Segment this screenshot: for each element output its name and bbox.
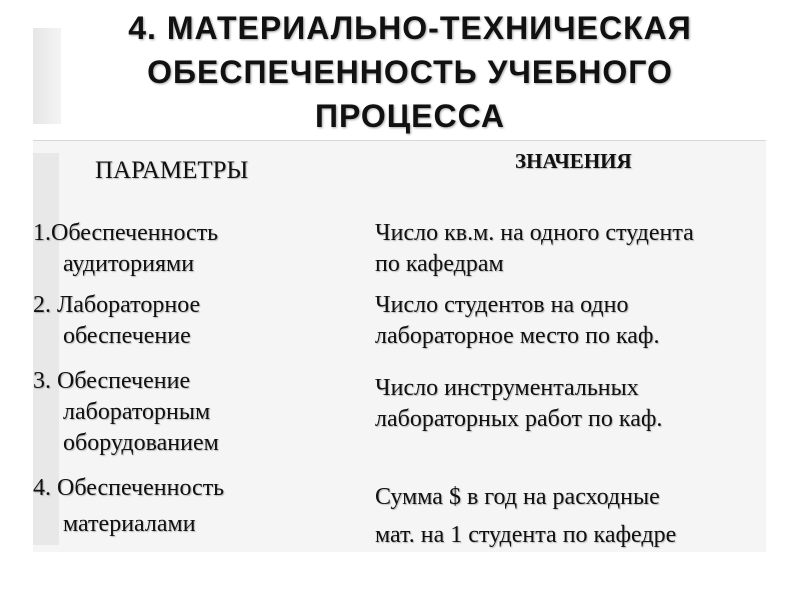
title-line-3: ПРОЦЕССА xyxy=(314,98,506,134)
value-1-line-2: по кафедрам xyxy=(375,251,504,277)
table-top-divider xyxy=(33,140,766,141)
param-3-line-1: 3. Обеспечение xyxy=(33,368,191,394)
header-values: ЗНАЧЕНИЯ xyxy=(515,149,632,173)
value-cell-3 xyxy=(375,373,662,435)
title-line-2: ОБЕСПЕЧЕННОСТЬ УЧЕБНОГО xyxy=(147,54,673,90)
page-title xyxy=(40,6,780,138)
param-3-line-3: оборудованием xyxy=(63,430,219,456)
value-cell-4 xyxy=(375,478,676,554)
value-3-line-1: Число инструментальных xyxy=(375,375,639,401)
value-3-line-2: лабораторных работ по каф. xyxy=(375,406,663,432)
title-line-1: 4. МАТЕРИАЛЬНО-ТЕХНИЧЕСКАЯ xyxy=(128,10,692,46)
value-4-line-1: Сумма $ в год на расходные xyxy=(375,484,660,510)
value-1-line-1: Число кв.м. на одного студента xyxy=(375,220,694,246)
value-cell-1 xyxy=(375,218,694,280)
header-params: ПАРАМЕТРЫ xyxy=(95,157,249,184)
param-cell-4 xyxy=(33,470,224,542)
value-4-line-2: мат. на 1 студента по кафедре xyxy=(375,522,677,548)
param-cell-2 xyxy=(33,290,200,352)
param-3-line-2: лабораторным xyxy=(63,399,211,425)
value-2-line-2: лабораторное место по каф. xyxy=(375,323,660,349)
param-4-line-2: материалами xyxy=(63,511,196,537)
value-cell-2 xyxy=(375,290,659,352)
param-2-line-2: обеспечение xyxy=(63,323,191,349)
value-2-line-1: Число студентов на одно xyxy=(375,292,629,318)
param-1-line-1: 1.Обеспеченность xyxy=(33,220,219,246)
param-4-line-1: 4. Обеспеченность xyxy=(33,475,225,501)
param-1-line-2: аудиториями xyxy=(63,251,195,277)
param-cell-1 xyxy=(33,218,218,280)
param-2-line-1: 2. Лабораторное xyxy=(33,292,201,318)
param-cell-3 xyxy=(33,366,219,459)
